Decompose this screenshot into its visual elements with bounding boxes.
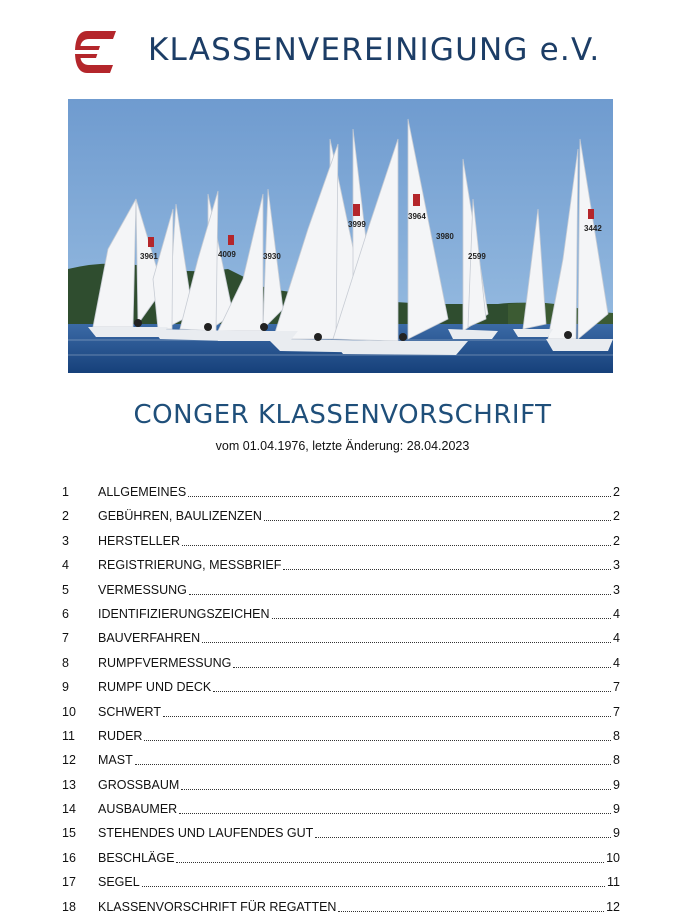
toc-entry-page: 4: [613, 655, 620, 670]
toc-entry-title: ALLGEMEINES: [98, 485, 187, 499]
toc-entry-line: [98, 532, 620, 550]
toc-entry-title: GROSSBAUM: [98, 777, 180, 792]
toc-entry-line: [98, 703, 620, 721]
toc-entry-number: 1: [62, 485, 69, 499]
toc-dot-leader: [272, 617, 612, 619]
toc-entry-number: 3: [62, 533, 69, 548]
toc-entry-number: 4: [62, 558, 69, 573]
toc-entry-line: [98, 824, 620, 842]
svg-text:4009: 4009: [218, 250, 236, 259]
toc-entry[interactable]: [62, 727, 620, 751]
toc-entry-page: 2: [613, 485, 620, 499]
toc-entry-line: [98, 678, 620, 696]
toc-entry-page: 7: [613, 704, 620, 719]
toc-entry-number: 10: [62, 704, 76, 719]
toc-entry-title: HERSTELLER: [98, 533, 180, 548]
toc-entry[interactable]: [62, 581, 620, 605]
toc-entry-number: 13: [62, 777, 76, 792]
organization-name: KLASSENVEREINIGUNG e.V.: [148, 32, 601, 68]
document-header: [70, 28, 630, 80]
svg-text:3961: 3961: [140, 252, 158, 261]
toc-dot-leader: [163, 715, 611, 717]
toc-entry-page: 12: [606, 899, 620, 914]
toc-entry-number: 5: [62, 582, 69, 597]
toc-entry-page: 8: [613, 753, 620, 768]
toc-entry[interactable]: [62, 556, 620, 580]
toc-entry-title: BESCHLÄGE: [98, 850, 175, 865]
toc-dot-leader: [283, 568, 611, 570]
toc-entry-number: 17: [62, 875, 76, 890]
toc-entry-page: 8: [613, 728, 620, 743]
toc-entry-page: 11: [607, 875, 620, 890]
toc-dot-leader: [135, 763, 611, 765]
toc-entry-page: 9: [613, 826, 620, 841]
toc-entry-line: [98, 654, 620, 672]
toc-entry-line: [98, 898, 620, 916]
toc-entry[interactable]: [62, 629, 620, 653]
toc-entry-line: [98, 605, 620, 623]
toc-dot-leader: [233, 666, 611, 668]
toc-dot-leader: [202, 641, 611, 643]
toc-entry-page: 4: [613, 606, 620, 621]
svg-text:2599: 2599: [468, 252, 486, 261]
toc-entry[interactable]: [62, 776, 620, 800]
toc-entry[interactable]: [62, 800, 620, 824]
toc-entry-title: MAST: [98, 753, 133, 768]
toc-entry-title: SEGEL: [98, 875, 140, 890]
toc-dot-leader: [315, 836, 611, 838]
toc-dot-leader: [264, 519, 611, 521]
toc-entry-page: 3: [613, 582, 620, 597]
toc-entry-page: 9: [613, 777, 620, 792]
toc-entry-number: 8: [62, 655, 69, 670]
toc-dot-leader: [144, 739, 611, 741]
toc-entry-number: 12: [62, 753, 76, 768]
toc-entry-page: 9: [613, 802, 620, 817]
toc-entry-number: 9: [62, 680, 69, 695]
toc-entry-line: [98, 800, 620, 818]
toc-entry-line: [98, 751, 620, 769]
toc-entry-number: 14: [62, 802, 76, 817]
toc-entry[interactable]: [62, 678, 620, 702]
toc-dot-leader: [338, 910, 604, 912]
toc-entry-number: 6: [62, 606, 69, 621]
toc-entry-line: [98, 581, 620, 599]
toc-dot-leader: [189, 593, 611, 595]
toc-entry[interactable]: [62, 483, 620, 507]
document-title: CONGER KLASSENVORSCHRIFT: [133, 400, 552, 430]
toc-entry-title: GEBÜHREN, BAULIZENZEN: [98, 509, 262, 524]
toc-entry[interactable]: [62, 703, 620, 727]
toc-dot-leader: [213, 690, 611, 692]
toc-entry-number: 2: [62, 509, 69, 524]
toc-entry-page: 2: [613, 509, 620, 524]
toc-entry-number: 7: [62, 631, 69, 646]
toc-entry-title: IDENTIFIZIERUNGSZEICHEN: [98, 606, 270, 621]
toc-entry-title: VERMESSUNG: [98, 582, 187, 597]
toc-entry-number: 15: [62, 826, 76, 841]
toc-entry-title: STEHENDES UND LAUFENDES GUT: [98, 826, 314, 841]
regatta-photo: [68, 99, 613, 373]
toc-entry[interactable]: [62, 654, 620, 678]
svg-text:3980: 3980: [436, 232, 454, 241]
toc-dot-leader: [176, 861, 604, 863]
svg-text:3442: 3442: [584, 224, 602, 233]
toc-entry-title: KLASSENVORSCHRIFT FÜR REGATTEN: [98, 899, 337, 914]
toc-entry[interactable]: [62, 873, 620, 897]
toc-entry-title: RUMPFVERMESSUNG: [98, 655, 232, 670]
toc-entry-title: RUMPF UND DECK: [98, 680, 212, 695]
toc-entry-line: [98, 873, 620, 891]
toc-dot-leader: [181, 788, 611, 790]
toc-entry[interactable]: [62, 751, 620, 775]
toc-entry-line: [98, 483, 620, 501]
toc-entry-number: 11: [62, 728, 75, 743]
toc-entry-title: SCHWERT: [98, 704, 161, 719]
toc-dot-leader: [179, 812, 611, 814]
ce-logo-icon: [70, 28, 120, 76]
toc-entry-number: 18: [62, 899, 76, 914]
toc-entry-line: [98, 629, 620, 647]
toc-entry[interactable]: [62, 507, 620, 531]
toc-entry-page: 3: [613, 558, 620, 573]
toc-entry-title: BAUVERFAHREN: [98, 631, 201, 646]
toc-entry-title: AUSBAUMER: [98, 802, 178, 817]
toc-entry-page: 2: [613, 533, 620, 548]
toc-dot-leader: [188, 495, 611, 497]
toc-entry[interactable]: [62, 824, 620, 848]
svg-text:3999: 3999: [348, 220, 366, 229]
toc-entry-title: REGISTRIERUNG, MESSBRIEF: [98, 558, 282, 573]
svg-text:3930: 3930: [263, 252, 281, 261]
toc-entry-line: [98, 556, 620, 574]
toc-entry[interactable]: [62, 605, 620, 629]
toc-entry-title: RUDER: [98, 728, 143, 743]
document-subtitle: vom 01.04.1976, letzte Änderung: 28.04.2023: [215, 439, 470, 453]
toc-entry-line: [98, 776, 620, 794]
table-of-contents: [62, 483, 620, 922]
toc-entry-line: [98, 727, 620, 745]
toc-dot-leader: [142, 885, 605, 887]
toc-entry-number: 16: [62, 850, 76, 865]
toc-entry-page: 7: [613, 680, 620, 695]
toc-entry-line: [98, 507, 620, 525]
toc-entry[interactable]: [62, 532, 620, 556]
toc-entry-page: 10: [606, 850, 620, 865]
toc-entry-page: 4: [613, 631, 620, 646]
toc-entry[interactable]: [62, 898, 620, 922]
toc-entry[interactable]: [62, 849, 620, 873]
svg-text:3964: 3964: [408, 212, 426, 221]
toc-dot-leader: [182, 544, 611, 546]
toc-entry-line: [98, 849, 620, 867]
